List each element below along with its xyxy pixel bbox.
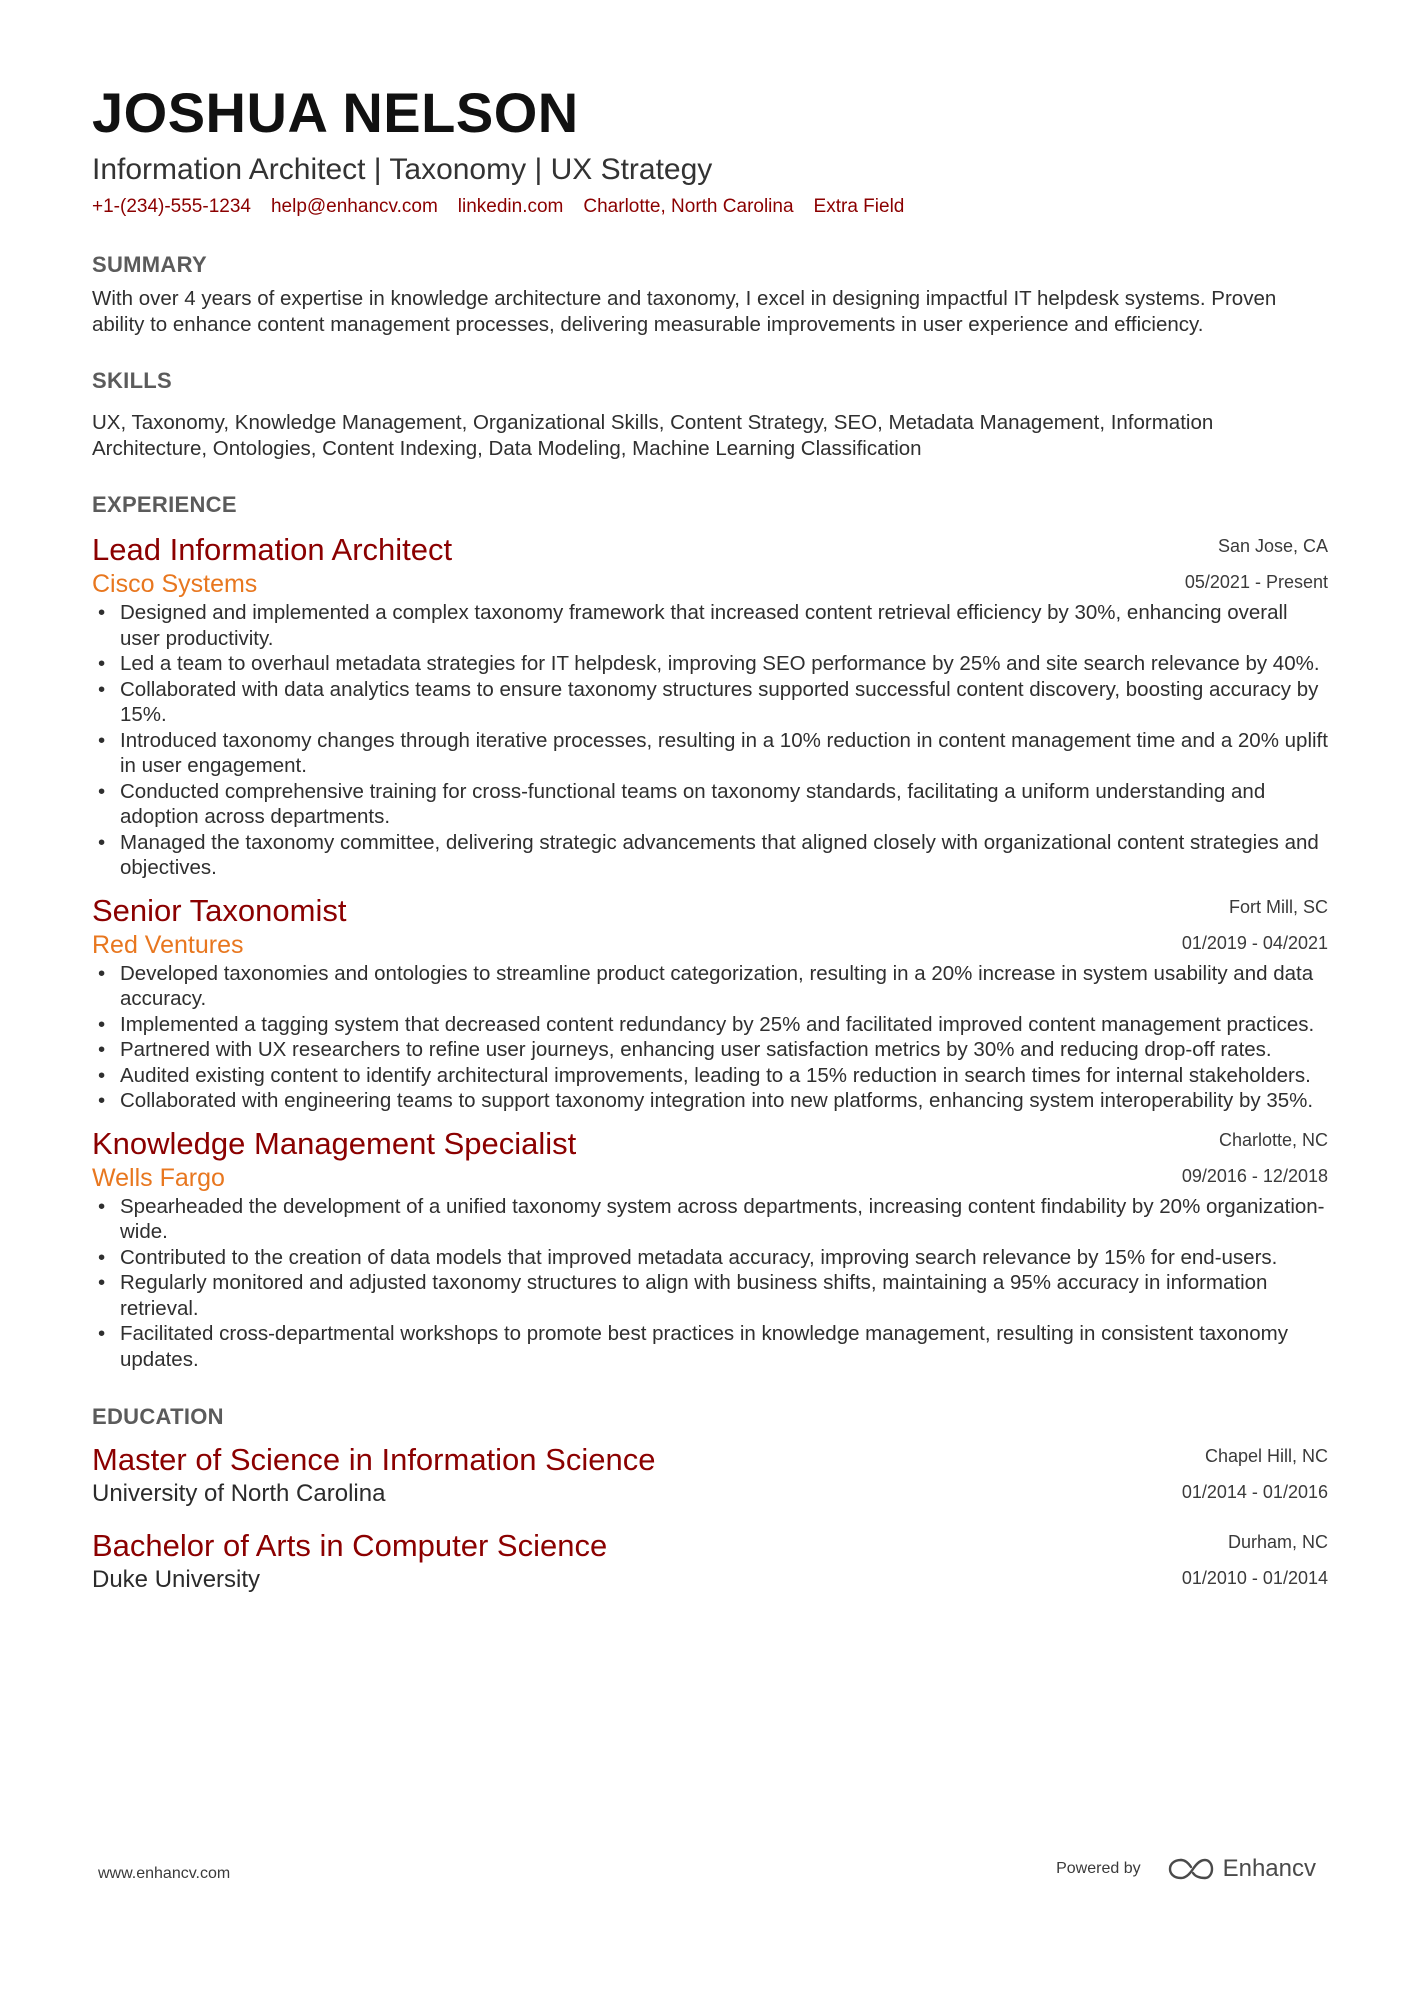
enhancv-logo-icon (1167, 1856, 1215, 1882)
education-degree: Master of Science in Information Science (92, 1442, 656, 1477)
education-school: University of North Carolina (92, 1480, 386, 1507)
job-header (92, 1124, 1328, 1190)
resume-page (92, 78, 1328, 1604)
bullet-item: • Collaborated with data analytics teams to ensure taxonomy structures supported successful content discovery, boosting accuracy by 15%. (92, 677, 1328, 728)
contact-linkedin[interactable]: linkedin.com (457, 196, 564, 217)
contact-location: Charlotte, North Carolina (583, 196, 794, 217)
bullet-item: • Partnered with UX researchers to refine user journeys, enhancing user satisfaction metrics by 30% and reducing drop-off rates. (92, 1037, 1328, 1063)
job-title: Senior Taxonomist (92, 892, 347, 928)
bullet-item: • Regularly monitored and adjusted taxonomy structures to align with business shifts, maintaining a 95% accuracy in information retrieval. (92, 1270, 1328, 1321)
job-dates: 09/2016 - 12/2018 (1181, 1165, 1328, 1186)
powered-by-label: Powered by (1056, 1860, 1141, 1877)
job-location: San Jose, CA (1217, 536, 1328, 556)
contact-email[interactable]: help@enhancv.com (270, 196, 438, 217)
summary-section (92, 250, 1328, 338)
job-title: Knowledge Management Specialist (92, 1125, 577, 1161)
job-dates: 05/2021 - Present (1184, 572, 1328, 592)
education-school: Duke University (92, 1566, 261, 1593)
footer-branding (1056, 1855, 1316, 1883)
bullet-item: • Audited existing content to identify architectural improvements, leading to a 15% reduction in search times for internal stakeholders. (92, 1063, 1328, 1089)
experience-section (92, 490, 1328, 1372)
job-bullets (92, 1194, 1328, 1373)
education-dates: 01/2014 - 01/2016 (1181, 1482, 1328, 1502)
job-bullets (92, 961, 1328, 1114)
section-title-summary: SUMMARY (92, 252, 207, 277)
job-bullets (92, 600, 1328, 881)
job-header (92, 530, 1328, 596)
job-location: Charlotte, NC (1218, 1129, 1328, 1150)
education-entry (92, 1440, 1328, 1518)
candidate-headline: Information Architect | Taxonomy | UX Strategy (92, 153, 713, 186)
job-company: Cisco Systems (92, 570, 258, 598)
contact-phone[interactable]: +1-(234)-555-1234 (92, 196, 251, 217)
education-section (92, 1402, 1328, 1604)
section-title-education: EDUCATION (92, 1404, 224, 1429)
section-title-skills: SKILLS (92, 368, 173, 393)
education-dates: 01/2010 - 01/2014 (1181, 1568, 1328, 1588)
education-degree: Bachelor of Arts in Computer Science (92, 1528, 608, 1563)
contact-line (92, 194, 1328, 220)
bullet-item: • Implemented a tagging system that decreased content redundancy by 25% and facilitated improved content management practices. (92, 1012, 1328, 1038)
education-entry (92, 1526, 1328, 1604)
brand-logo[interactable] (1167, 1855, 1316, 1883)
skills-section (92, 366, 1328, 462)
bullet-item: • Introduced taxonomy changes through iterative processes, resulting in a 10% reduction in content management time and a 20% uplift in user engagement. (92, 728, 1328, 779)
job-company: Red Ventures (92, 930, 244, 959)
job-entry (92, 530, 1328, 881)
bullet-item: • Developed taxonomies and ontologies to streamline product categorization, resulting in a 20% increase in system usability and data accuracy. (92, 961, 1328, 1012)
footer-website[interactable]: www.enhancv.com (98, 1865, 231, 1882)
education-location: Chapel Hill, NC (1204, 1446, 1328, 1466)
brand-name: Enhancv (1222, 1855, 1316, 1882)
contact-extra-field: Extra Field (813, 196, 905, 217)
bullet-item: • Designed and implemented a complex taxonomy framework that increased content retrieval efficiency by 30%, enhancing overall user productivity. (92, 600, 1328, 651)
job-title: Lead Information Architect (92, 532, 453, 567)
bullet-item: • Collaborated with engineering teams to support taxonomy integration into new platforms, enhancing system interoperability by 35%. (92, 1088, 1328, 1114)
bullet-item: • Conducted comprehensive training for cross-functional teams on taxonomy standards, facilitating a uniform understanding and adoption across departments. (92, 779, 1328, 830)
education-location: Durham, NC (1227, 1532, 1328, 1552)
job-company: Wells Fargo (92, 1163, 225, 1192)
resume-header (92, 78, 1328, 220)
skills-text: UX, Taxonomy, Knowledge Management, Organizational Skills, Content Strategy, SEO, Metadata Management, Information Architecture, Ontologies, Content Indexing, Data Modeling, Machine Learning Classification (92, 411, 1214, 460)
job-entry (92, 1124, 1328, 1373)
bullet-item: • Managed the taxonomy committee, delivering strategic advancements that aligned closely with organizational content strategies and objectives. (92, 830, 1328, 881)
job-entry (92, 891, 1328, 1114)
job-location: Fort Mill, SC (1229, 896, 1328, 917)
job-header (92, 891, 1328, 957)
bullet-item: • Contributed to the creation of data models that improved metadata accuracy, improving search relevance by 15% for end-users. (92, 1245, 1328, 1271)
summary-text: With over 4 years of expertise in knowledge architecture and taxonomy, I excel in designing impactful IT helpdesk systems. Proven ability to enhance content management processes, delivering measurable improvements in user experience and efficiency. (92, 287, 1277, 336)
bullet-item: • Spearheaded the development of a unified taxonomy system across departments, increasing content findability by 20% organization-wide. (92, 1194, 1328, 1245)
candidate-name: JOSHUA NELSON (92, 81, 579, 144)
bullet-item: • Facilitated cross-departmental workshops to promote best practices in knowledge management, resulting in consistent taxonomy updates. (92, 1321, 1328, 1372)
bullet-item: • Led a team to overhaul metadata strategies for IT helpdesk, improving SEO performance by 25% and site search relevance by 40%. (92, 651, 1328, 677)
job-dates: 01/2019 - 04/2021 (1181, 932, 1328, 953)
section-title-experience: EXPERIENCE (92, 492, 237, 517)
